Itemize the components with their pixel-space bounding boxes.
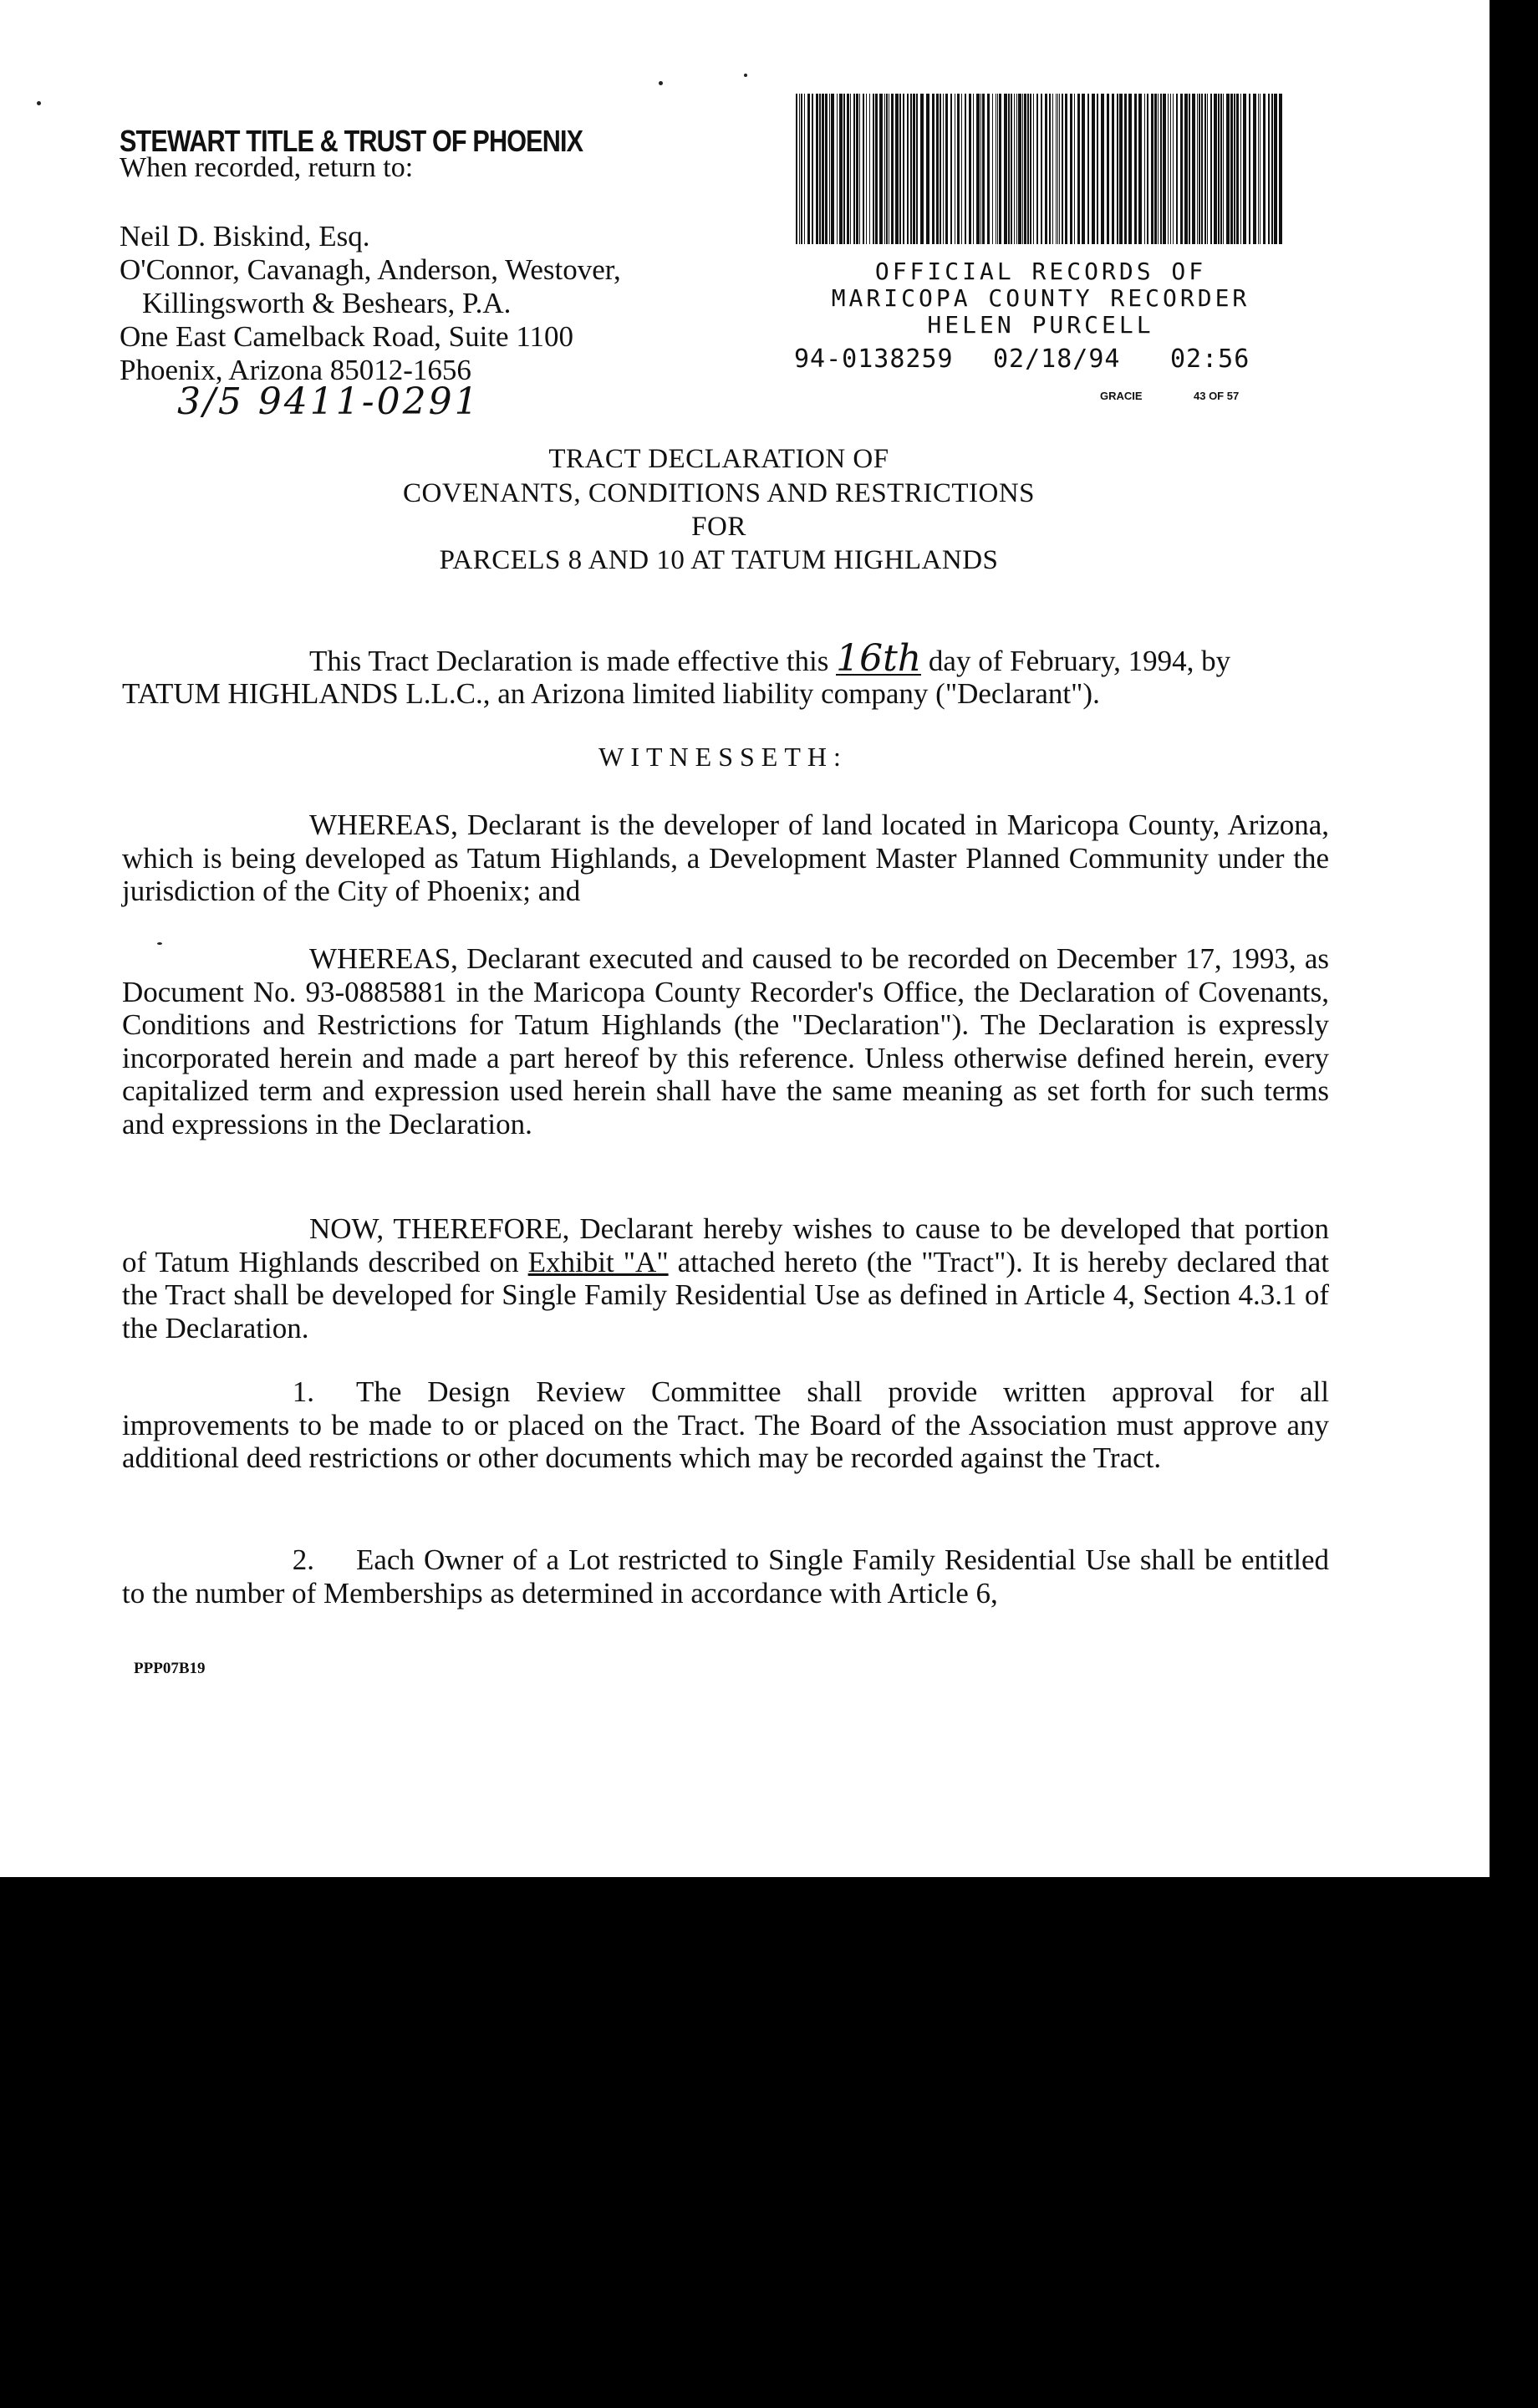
barcode-bar	[945, 94, 948, 244]
document-number: 94-0138259	[794, 344, 954, 374]
recording-time: 02:56	[1170, 344, 1250, 374]
barcode-bar	[1230, 94, 1233, 244]
intro-after-day: day of February, 1994, by	[928, 645, 1231, 677]
barcode-bar	[1057, 94, 1058, 244]
scan-edge-strip	[1479, 0, 1490, 1877]
item-2-text: Each Owner of a Lot restricted to Single Family Residential Use shall be entitled to the number of Memberships as determined in accordance with Article 6,	[122, 1543, 1329, 1610]
barcode-bar	[843, 94, 845, 244]
barcode-bar	[1234, 94, 1235, 244]
page-count: 43 OF 57	[1194, 390, 1240, 402]
barcode-bar	[839, 94, 843, 244]
barcode-bar	[940, 94, 941, 244]
whereas-paragraph-2	[122, 942, 1329, 1140]
barcode-bar	[891, 94, 894, 244]
barcode-bar	[856, 94, 858, 244]
barcode-bar	[1258, 94, 1259, 244]
barcode-bar	[1070, 94, 1072, 244]
barcode-bar	[1087, 94, 1089, 244]
barcode-bar	[1014, 94, 1015, 244]
barcode-bar	[1163, 94, 1166, 244]
barcode-bar	[1059, 94, 1060, 244]
barcode-bar	[1274, 94, 1277, 244]
barcode-bar	[987, 94, 990, 244]
barcode-bar	[804, 94, 805, 244]
barcode-bar	[1033, 94, 1034, 244]
barcode-bar	[950, 94, 952, 244]
barcode-bar	[920, 94, 924, 244]
document-title-line3: FOR	[691, 512, 746, 542]
barcode-bar	[799, 94, 800, 244]
barcode-bar	[903, 94, 904, 244]
barcode-bar	[853, 94, 855, 244]
now-therefore-part1: NOW, THEREFORE, Declarant hereby wishes to cause to be developed that portion of Tatum Highlands described on	[122, 1212, 1329, 1278]
barcode-bar	[1218, 94, 1220, 244]
barcode-bar	[1249, 94, 1250, 244]
barcode-bar	[997, 94, 998, 244]
barcode-bar	[1199, 94, 1200, 244]
barcode-bar	[1160, 94, 1162, 244]
barcode-bar	[869, 94, 870, 244]
barcode-bar	[1243, 94, 1246, 244]
barcode-bar	[1062, 94, 1063, 244]
barcode-bar	[837, 94, 838, 244]
barcode-bar	[1065, 94, 1067, 244]
barcode-bar	[829, 94, 830, 244]
barcode-bar	[1016, 94, 1017, 244]
barcode-bar	[1268, 94, 1270, 244]
barcode-bar	[1030, 94, 1031, 244]
barcode-bar	[1128, 94, 1132, 244]
whereas-2-text: WHEREAS, Declarant executed and caused to be recorded on December 17, 1993, as Document No. 93-0885881 in the Maricopa County Recorder's Office, the Declaration of Covenants, Conditions and Restrictions for Tatum Highlands (the "Declaration"). The Declaration is expressly incorporated herein and made a part hereof by this reference. Unless otherwise defined herein, every capitalized term and expression used herein shall have the same meaning as set forth for such terms and expressions in the Declaration.	[122, 942, 1329, 1140]
barcode-bar	[1134, 94, 1137, 244]
barcode-bar	[1077, 94, 1080, 244]
scan-edge-right	[1479, 0, 1538, 1877]
barcode-bar	[1192, 94, 1195, 244]
handwritten-reference: 3/5 9411-0291	[177, 380, 481, 423]
law-firm-line1: O'Connor, Cavanagh, Anderson, Westover,	[120, 253, 621, 286]
barcode-bar	[1074, 94, 1075, 244]
item-1-text: The Design Review Committee shall provide written approval for all improvements to be made to or placed on the Tract. The Board of the Association must approve any additional deed restrictions or other documents which may be recorded against the Tract.	[122, 1375, 1329, 1474]
barcode-bar	[1024, 94, 1026, 244]
barcode-bar	[1173, 94, 1174, 244]
item-2-number: 2.	[292, 1543, 314, 1576]
barcode-bar	[1263, 94, 1266, 244]
barcode-bar	[847, 94, 849, 244]
attorney-name: Neil D. Biskind, Esq.	[120, 220, 370, 253]
barcode-bar	[859, 94, 860, 244]
barcode-bar	[1027, 94, 1029, 244]
clerk-name: GRACIE	[1100, 390, 1143, 402]
scan-speck	[157, 942, 162, 945]
barcode-bar	[916, 94, 918, 244]
barcode-bar	[873, 94, 874, 244]
item-2	[122, 1543, 1329, 1610]
barcode-bar	[875, 94, 878, 244]
item-1	[122, 1375, 1329, 1475]
barcode-bar	[796, 94, 797, 244]
barcode-bar	[1022, 94, 1023, 244]
barcode-bar	[1049, 94, 1051, 244]
now-therefore-paragraph	[122, 1212, 1329, 1344]
barcode-bar	[1197, 94, 1198, 244]
barcode-bar	[879, 94, 883, 244]
barcode-bar	[807, 94, 810, 244]
barcode-bar	[1279, 94, 1282, 244]
law-firm-line2: Killingsworth & Beshears, P.A.	[142, 287, 512, 319]
barcode-bar	[969, 94, 971, 244]
barcode-bar	[943, 94, 944, 244]
barcode-bar	[1214, 94, 1217, 244]
barcode-bar	[819, 94, 821, 244]
barcode-bar	[1271, 94, 1273, 244]
barcode-bar	[1220, 94, 1222, 244]
barcode-bar	[1041, 94, 1042, 244]
barcode-bar	[1092, 94, 1095, 244]
barcode-bar	[816, 94, 818, 244]
document-title-line2: COVENANTS, CONDITIONS AND RESTRICTIONS	[402, 478, 1036, 508]
barcode-bar	[1207, 94, 1208, 244]
barcode-bar	[812, 94, 813, 244]
barcode-bar	[884, 94, 885, 244]
title-company-stamp: STEWART TITLE & TRUST OF PHOENIX	[120, 124, 583, 158]
street-address: One East Camelback Road, Suite 1100	[120, 320, 574, 353]
barcode-bar	[992, 94, 993, 244]
recorder-line3: HELEN PURCELL	[927, 311, 1154, 339]
whereas-1-text: WHEREAS, Declarant is the developer of land located in Maricopa County, Arizona, which is being developed as Tatum Highlands, a Development Master Planned Community under the jurisdiction of the City of Phoenix; and	[122, 809, 1329, 907]
scan-speck	[659, 81, 663, 85]
barcode	[796, 94, 1284, 244]
barcode-bar	[1151, 94, 1154, 244]
barcode-bar	[1097, 94, 1098, 244]
recorder-line1: OFFICIAL RECORDS OF	[874, 258, 1207, 285]
barcode-bar	[895, 94, 899, 244]
barcode-bar	[1036, 94, 1038, 244]
now-therefore-part2: attached hereto (the "Tract"). It is hereby declared that the Tract shall be developed for Single Family Residential Use as defined in Article 4, Section 4.3.1 of the Declaration.	[122, 1245, 1329, 1344]
barcode-bar	[907, 94, 909, 244]
barcode-bar	[1008, 94, 1010, 244]
document-title-line4: PARCELS 8 AND 10 AT TATUM HIGHLANDS	[439, 545, 999, 575]
barcode-bar	[1158, 94, 1159, 244]
witnesseth-heading: WITNESSETH:	[598, 742, 848, 772]
barcode-bar	[825, 94, 828, 244]
barcode-bar	[980, 94, 981, 244]
barcode-bar	[1180, 94, 1183, 244]
barcode-bar	[1226, 94, 1230, 244]
barcode-bar	[910, 94, 912, 244]
barcode-bar	[1147, 94, 1148, 244]
intro-before-day: This Tract Declaration is made effective this	[309, 645, 829, 677]
barcode-bar	[886, 94, 888, 244]
barcode-bar	[1236, 94, 1239, 244]
barcode-bar	[850, 94, 851, 244]
barcode-bar	[1011, 94, 1012, 244]
document-title-line1: TRACT DECLARATION OF	[548, 444, 889, 474]
barcode-bar	[1082, 94, 1085, 244]
recording-date: 02/18/94	[993, 344, 1121, 374]
barcode-bar	[1223, 94, 1224, 244]
barcode-bar	[899, 94, 901, 244]
barcode-bar	[1112, 94, 1114, 244]
barcode-bar	[1119, 94, 1123, 244]
intro-line2: TATUM HIGHLANDS L.L.C., an Arizona limited liability company ("Declarant").	[122, 677, 1100, 710]
barcode-bar	[926, 94, 929, 244]
barcode-bar	[1168, 94, 1169, 244]
item-1-number: 1.	[292, 1375, 314, 1408]
barcode-bar	[957, 94, 960, 244]
scan-speck	[744, 74, 747, 77]
barcode-bar	[1052, 94, 1053, 244]
recorder-line2: MARICOPA COUNTY RECORDER	[831, 284, 1250, 312]
barcode-bar	[1045, 94, 1047, 244]
barcode-bar	[1124, 94, 1127, 244]
barcode-bar	[1018, 94, 1021, 244]
barcode-bar	[1204, 94, 1206, 244]
barcode-bar	[1101, 94, 1104, 244]
barcode-bar	[973, 94, 974, 244]
barcode-bar	[932, 94, 935, 244]
barcode-bar	[982, 94, 985, 244]
barcode-bar	[976, 94, 980, 244]
barcode-bar	[1210, 94, 1212, 244]
barcode-bar	[1201, 94, 1203, 244]
barcode-bar	[1107, 94, 1109, 244]
barcode-bar	[801, 94, 802, 244]
barcode-bar	[936, 94, 939, 244]
barcode-bar	[1117, 94, 1118, 244]
barcode-bar	[1170, 94, 1171, 244]
barcode-bar	[822, 94, 824, 244]
intro-line1	[309, 637, 1231, 680]
barcode-bar	[1184, 94, 1188, 244]
barcode-bar	[961, 94, 962, 244]
handwritten-day: 16th	[836, 637, 922, 680]
barcode-bar	[863, 94, 864, 244]
barcode-bar	[866, 94, 867, 244]
barcode-bar	[1138, 94, 1142, 244]
scan-speck	[37, 101, 41, 105]
barcode-bar	[1154, 94, 1157, 244]
barcode-bar	[913, 94, 915, 244]
footer-code: PPP07B19	[134, 1660, 206, 1677]
whereas-paragraph-1	[122, 809, 1329, 908]
when-recorded-label: When recorded, return to:	[120, 152, 414, 183]
barcode-bar	[831, 94, 834, 244]
city-state-zip: Phoenix, Arizona 85012-1656	[120, 354, 471, 386]
exhibit-a-reference: Exhibit "A"	[527, 1245, 669, 1278]
barcode-bar	[1176, 94, 1178, 244]
barcode-bar	[999, 94, 1001, 244]
barcode-bar	[1004, 94, 1007, 244]
barcode-bar	[1189, 94, 1190, 244]
barcode-bar	[1253, 94, 1256, 244]
barcode-bar	[965, 94, 966, 244]
barcode-bar	[1144, 94, 1145, 244]
barcode-bar	[1240, 94, 1241, 244]
barcode-bar	[1056, 94, 1057, 244]
